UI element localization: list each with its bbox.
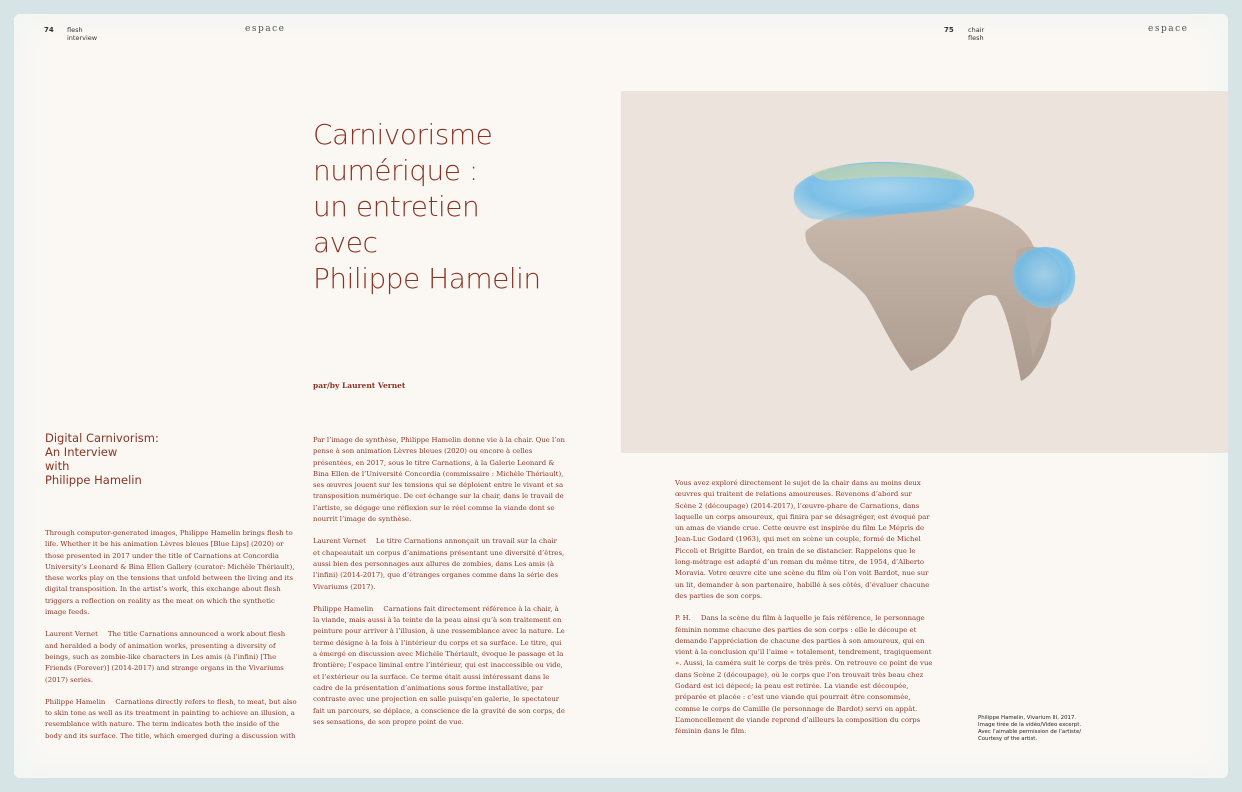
article-title-fr <box>313 117 613 297</box>
byline: par/by Laurent Vernet <box>313 381 406 390</box>
en-q1-speaker: Laurent Vernet <box>45 630 98 639</box>
page-number-left: 74 <box>44 26 54 34</box>
en-intro: Through computer-generated images, Philippe Hamelin brings flesh to life. Whether it be his animation Lèvres bleues [Blue Lips] (2020) or those presented in 2017 under the title of Carnations at Concordia University’s Leonard & Bina Ellen Gallery (curator: Michèle Thériault), these works play on the tensions that unfold between the living and its digital transposition. In the artist’s work, this exchange about flesh triggers a reflection on reality as the meat on which the synthetic image feeds. <box>45 529 295 617</box>
en-q1-text: The title Carnations announced a work about flesh and heralded a body of animation works, presenting a diversity of beings, such as zombie-like characters in Les amis (à l’infini) [The Friends (Forever)] (2014-2017) and strange organs in the Vivariums (2017) series. <box>45 630 286 684</box>
title-fr-line-5: Philippe Hamelin <box>313 262 541 295</box>
title-en-line-3: with <box>45 459 70 473</box>
runner-right-line-2: flesh <box>968 34 984 42</box>
column-english <box>45 528 298 753</box>
column-right <box>675 478 933 749</box>
runner-left-line-2: interview <box>67 34 98 42</box>
title-fr-line-1: Carnivorisme <box>313 118 493 151</box>
running-header-left <box>67 26 97 42</box>
en-a1-text: Carnations directly refers to flesh, to meat, but also to skin tone as well as its treatment in painting to achieve an illusion, a resemblance with nature. The term indicates both the inside of the body and its surface. The title, which emerged during a discussion with <box>45 697 297 740</box>
fr-intro: Par l’image de synthèse, Philippe Hamelin donne vie à la chair. Que l’on pense à son animation Lèvres bleues (2020) ou encore à celles présentées, en 2017, sous le titre Carnations, à la Galerie Leonard & Bina Ellen de l’Université Concordia (commissaire : Michèle Thériault), ses œuvres jouent sur les tensions qui se déploient entre le vivant et sa transposition numérique. De cet échange sur la chair, dans le travail de l’artiste, se dégage une réflexion sur le réel comme la viande dont se nourrit l’image de synthèse. <box>313 436 565 524</box>
caption-line-3: Avec l’aimable permission de l’artiste/ <box>978 729 1082 735</box>
en-question-1 <box>45 629 298 685</box>
en-answer-1 <box>45 697 298 742</box>
flesh-sculpture-illustration <box>621 91 1228 453</box>
fr-a1-text: Carnations fait directement référence à la chair, à la viande, mais aussi à la teinte de la peau ainsi qu’à son traitement en peinture pour arriver à l’illusion, à une ressemblance avec la nature. Le terme désigne à la fois à l’intérieur du corps et sa surface. Le titre, qui a émergé en discussion avec Michèle Thériault, évoque le passage et la frontière; l’espace liminal entre l’intérieur, qui est inaccessible ou vide, et l’extérieur ou la surface. Ce terme était aussi intéressant dans le cadre de la présentation d’animations sous forme installative, par contraste avec une projection en salle puisqu’en galerie, le spectateur fait un parcours, se déplace, a conscience de la gravité de son corps, de ses sensations, de son propre point de vue. <box>313 604 565 726</box>
right-a2-text: Dans la scène du film à laquelle je fais référence, le personnage féminin nomme chacune des parties de son corps : elle le découpe et demande l’appréciation de chacune des parties à son amoureux, qui en vient à la conclusion qu’il l’aime « totalement, tendrement, tragiquement ». Aussi, la caméra suit le corps de très près. On retrouve ce point de vue dans Scène 2 (découpage), où le corps que l’on trouvait très beau chez Godard est ici dépecé; la peau est retirée. La viande est découpée, préparée et placée : c’est une viande qui pourrait être consommée, comme le corps de Camille (le personnage de Bardot) servi en appât. L’amoncellement de viande reprend d’ailleurs la composition du corps féminin dans le film. <box>675 614 933 736</box>
fr-answer-1 <box>313 604 565 728</box>
fr-question-1 <box>313 536 565 592</box>
fr-q1-speaker: Laurent Vernet <box>313 537 366 546</box>
runner-left-line-1: flesh <box>67 26 83 34</box>
title-fr-line-3: un entretien <box>313 190 480 223</box>
right-a2-speaker: P. H. <box>675 614 691 623</box>
runner-right-line-1: chair <box>968 26 985 34</box>
fr-a1-speaker: Philippe Hamelin <box>313 604 374 613</box>
right-answer-2 <box>675 613 933 737</box>
title-fr-line-2: numérique : <box>313 154 478 187</box>
artwork-image <box>621 91 1228 453</box>
title-en-line-4: Philippe Hamelin <box>45 473 142 487</box>
masthead-right: espace <box>1148 24 1189 34</box>
running-header-right <box>968 26 984 42</box>
title-en-line-2: An Interview <box>45 445 118 459</box>
fr-q1-text: Le titre Carnations annonçait un travail sur la chair et chapeautait un corpus d’animations présentant une diversité d’êtres, aussi bien des personnages aux allures de zombies, dans Les amis (à l’infini) (2014-2017), que d’étranges organes comme dans la série des Vivariums (2017). <box>313 537 565 591</box>
page-number-right: 75 <box>944 26 954 34</box>
right-question-2: Vous avez exploré directement le sujet de la chair dans au moins deux œuvres qui traitent de relations amoureuses. Revenons d’abord sur Scène 2 (découpage) (2014-2017), l’œuvre-phare de Carnations, dans laquelle un corps amoureux, qui finira par se désagréger, est évoqué par un amas de viande crue. Cette œuvre est inspirée du film Le Mépris de Jean-Luc Godard (1963), qui met en scène un couple, formé de Michel Piccoli et Brigitte Bardot, en train de se distancier. Rappelons que le long-métrage est adapté d’un roman du même titre, de 1954, d’Alberto Moravia. Votre œuvre cite une scène du film où l’on voit Bardot, nue sur un lit, demander à son partenaire, habillé à ses côtés, d’évaluer chacune des parties de son corps. <box>675 479 930 600</box>
caption-line-1: Philippe Hamelin, Vivarium III, 2017. <box>978 715 1077 721</box>
caption-line-2: Image tirée de la vidéo/Video excerpt. <box>978 722 1082 728</box>
en-a1-speaker: Philippe Hamelin <box>45 697 106 706</box>
magazine-spread <box>14 14 1228 778</box>
image-caption <box>978 715 1088 743</box>
article-title-en <box>45 431 225 487</box>
masthead-left: espace <box>245 24 286 34</box>
title-en-line-1: Digital Carnivorism: <box>45 431 159 445</box>
column-french <box>313 435 565 739</box>
title-fr-line-4: avec <box>313 226 378 259</box>
caption-line-4: Courtesy of the artist. <box>978 736 1038 742</box>
